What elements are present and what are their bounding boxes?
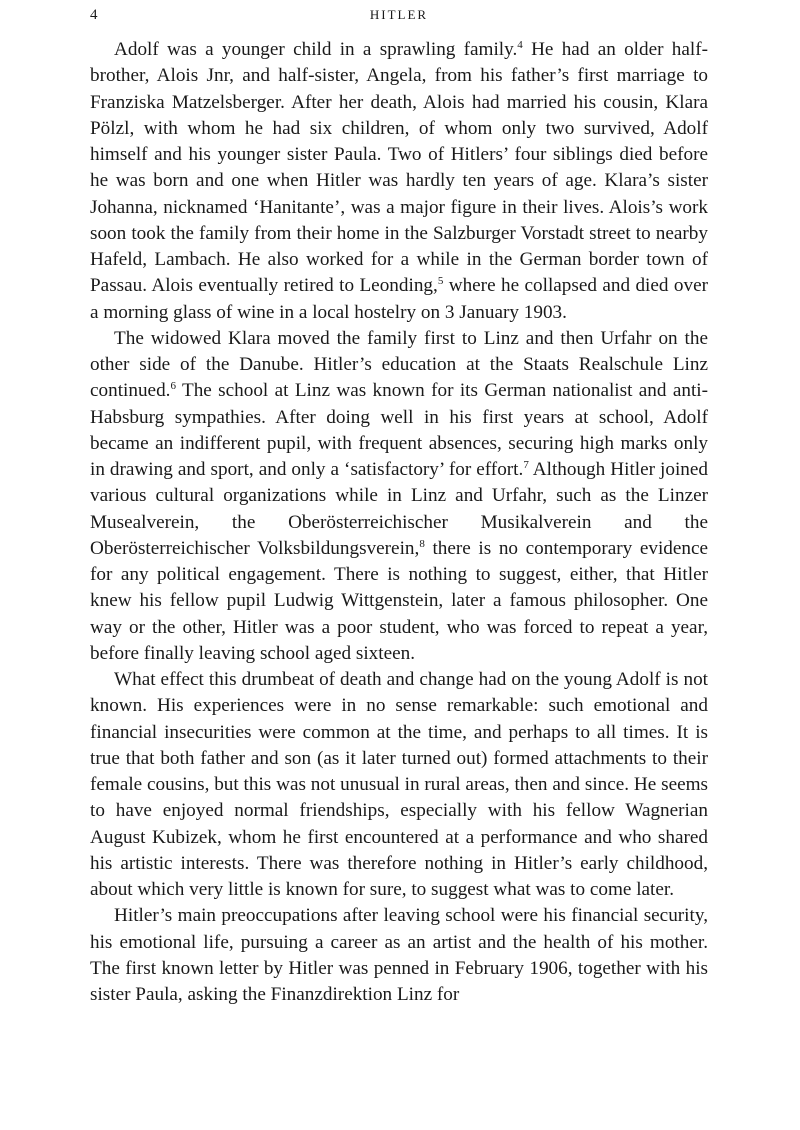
page-header xyxy=(90,0,708,30)
text-run: The widowed Klara moved the family first to Linz and then Urfahr on the other side of the Danube. Hitler’s education at the Staats Realschule Linz continued. xyxy=(90,327,708,402)
footnote-marker: 4 xyxy=(517,39,523,51)
footnote-marker: 6 xyxy=(170,380,176,393)
paragraph xyxy=(90,326,708,667)
body-text xyxy=(90,37,708,1008)
text-run: Although Hitler joined various cultural organizations while in Linz and Urfahr, such as the Linzer Musealverein, the Oberösterreichischer Musikalverein and the Oberösterreichischer Volksbildungsverein, xyxy=(90,459,708,559)
footnote-marker: 5 xyxy=(437,275,444,288)
text-run: He had an older half-brother, Alois Jnr, and half-sister, Angela, from his father’s first marriage to Franziska Matzelsberger. After her death, Alois had married his cousin, Klara Pölzl, with whom he had six children, of whom only two survived, Adolf himself and his younger sister Paula. Two of Hitlers’ four siblings died before he was born and one when Hitler was hardly ten years of age. Klara’s sister Johanna, nicknamed ‘Hanitante’, was a major figure in their lives. Alois’s work soon took the family from their home in the Salzburger Vorstadt street to nearby Hafeld, Lambach. He also worked for a while in the German border town of Passau. Alois eventually retired to Leonding, xyxy=(90,39,708,297)
footnote-marker: 7 xyxy=(523,459,529,471)
running-head: HITLER xyxy=(369,7,429,22)
text-run: Hitler’s main preoccupations after leaving school were his financial security, his emotional life, pursuing a career as an artist and the health of his mother. The first known letter by Hitler was penned in February 1906, together with his sister Paula, asking the Finanzdirektion Linz for xyxy=(90,905,708,1005)
text-run: What effect this drumbeat of death and change had on the young Adolf is not known. His experiences were in no sense remarkable: such emotional and financial insecurities were common at the time, and perhaps to all times. It is true that both father and son (as it later turned out) formed attachments to their female cousins, but this was not unusual in rural areas, then and since. He seems to have enjoyed normal friendships, especially with his fellow Wagnerian August Kubizek, whom he first encountered at a performance and who shared his artistic interests. There was therefore nothing in Hitler’s early childhood, about which very little is known for sure, to suggest what was to come later. xyxy=(90,669,708,900)
paragraph xyxy=(90,37,708,326)
text-run: The school at Linz was known for its German nationalist and anti-Habsburg sympathies. After doing well in his first years at school, Adolf became an indifferent pupil, with frequent absences, securing high marks only in drawing and sport, and only a ‘satisfactory’ for effort. xyxy=(90,380,708,480)
text-run: where he collapsed and died over a morning glass of wine in a local hostelry on 3 January 1903. xyxy=(90,275,708,323)
paragraph xyxy=(90,903,708,1008)
paragraph xyxy=(90,667,708,903)
footnote-marker: 8 xyxy=(419,537,425,550)
book-page xyxy=(90,0,709,1005)
text-run: Adolf was a younger child in a sprawling family. xyxy=(114,39,518,60)
text-run: there is no contemporary evidence for any political engagement. There is nothing to suggest, either, that Hitler knew his fellow pupil Ludwig Wittgenstein, later a famous philosopher. One way or the other, Hitler was a poor student, who was forced to repeat a year, before finally leaving school aged sixteen. xyxy=(90,537,709,664)
page-number: 4 xyxy=(90,7,98,23)
